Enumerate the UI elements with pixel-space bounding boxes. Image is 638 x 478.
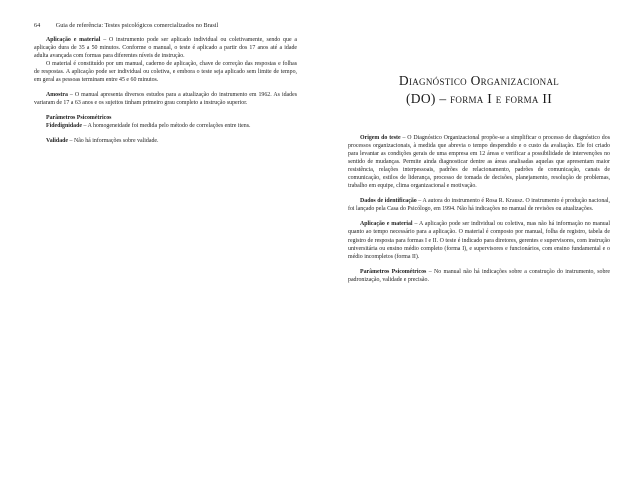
parametros-right-heading: Parâmetros Psicométricos — [360, 268, 427, 275]
right-page — [319, 0, 638, 478]
aplicacao-heading: Aplicação e material — [46, 37, 101, 43]
aplicacao-right-paragraph — [348, 220, 610, 260]
amostra-paragraph — [34, 91, 297, 107]
aplicacao-right-heading: Aplicação e material — [360, 221, 413, 228]
chapter-title-line-2: (DO) – forma I e forma II — [406, 91, 552, 106]
validade-heading: Validade — [46, 138, 69, 145]
fidedignidade-heading: Fidedignidade — [46, 123, 83, 130]
fidedignidade-paragraph — [34, 122, 297, 130]
material-paragraph: O material é constituído por um manual, caderno de aplicação, chave de correção das respostas e folhas de respostas. A aplicação pode ser individual ou coletiva, e embora o teste seja aplicado sem limite de tempo, em geral as pessoas terminam entre 45 e 60 minutos. — [34, 61, 297, 84]
origem-paragraph — [348, 134, 610, 190]
parametros-heading: Parâmetros Psicométricos — [46, 115, 112, 122]
right-page-body — [348, 134, 610, 284]
chapter-title-line-1: Diagnóstico Organizacional — [398, 73, 560, 88]
running-head-title: Guia de referência: Testes psicológicos comercializados no Brasil — [55, 22, 219, 29]
fidedignidade-text: – A homogeneidade foi medida pelo método de correlações entre itens. — [82, 123, 251, 130]
dados-paragraph — [348, 197, 610, 213]
amostra-text: – O manual apresenta diversos estudos para a atualização do instrumento em 1962. As idades variaram de 17 a 63 anos e os sujeitos tinham primeiro grau completo a instrução superior. — [34, 92, 297, 107]
running-head — [34, 22, 297, 30]
origem-text: – O Diagnóstico Organizacional propõe-se a simplificar o processo de diagnóstico dos processos organizacionais, à medida que abrevia o tempo despendido e o custo da avaliação. Ele foi criado para levantar as condições gerais de uma empresa em 12 áreas e verificar a possibilidade de intervenções no sentido de mudanças. Permite ainda diagnosticar dentre as áreas analisadas aquelas que apresentam maior resistência, relações interpessoais, padrões de relacionamento, padrões de comunicação, canais de comunicação, estilos de liderança, processo de tomada de decisões, planejamento, resolução de problemas, trabalho em equipe, clima organizacional e motivação. — [348, 135, 610, 190]
origem-heading: Origem do teste — [360, 135, 401, 141]
dados-heading: Dados de identificação — [360, 198, 417, 205]
dados-text: – A autora do instrumento é Rosa R. Krausz. O instrumento é produção nacional, foi lançado pela Casa do Psicólogo, em 1994. Não há indicações no manual de revisões ou atualizações. — [348, 198, 610, 213]
page-number: 64 — [34, 22, 41, 29]
parametros-right-text: – No manual não há indicações sobre a construção do instrumento, sobre padronização, validade e precisão. — [348, 268, 611, 283]
parametros-right-paragraph — [348, 268, 610, 284]
chapter-title — [348, 72, 610, 108]
validade-text: – Não há informações sobre validade. — [68, 138, 159, 145]
amostra-heading: Amostra — [46, 92, 68, 99]
aplicacao-paragraph — [34, 36, 297, 60]
aplicacao-text: – O instrumento pode ser aplicado individual ou coletivamente, sendo que a aplicação dura de 35 a 50 minutos. Conforme o manual, o teste é aplicado a partir dos 17 anos até a idade adulta avançada com formas para diferentes níveis de instrução. — [34, 37, 297, 60]
aplicacao-right-text: – A aplicação pode ser individual ou coletiva, mas não há informação no manual quanto ao tempo necessário para a aplicação. O material é composto por manual, folha de registro, tabela de registro de resposta para formas I e II. O teste é indicado para diretores, gerentes e supervisores, com instrução universitária ou ensino médio completo (forma I), e supervisores e funcionários, com ensino fundamental e o médio incompletos (forma II). — [348, 221, 610, 260]
validade-paragraph — [34, 137, 297, 145]
